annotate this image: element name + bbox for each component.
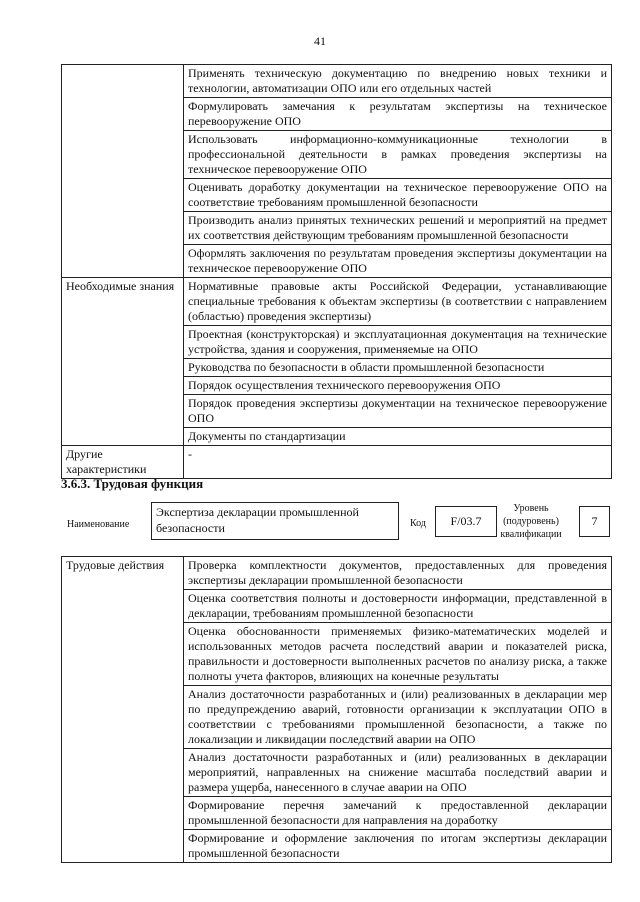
code-value: F/03.7 (450, 514, 482, 528)
row-label (62, 65, 184, 278)
row-item: - (184, 446, 612, 479)
function-name-box (151, 502, 399, 540)
table1-body (62, 65, 612, 479)
row-item: Порядок осуществления технического перевооружения ОПО (184, 377, 612, 395)
section-title: 3.6.3. Трудовая функция (61, 476, 204, 491)
table2-body (62, 557, 612, 863)
function-header (61, 500, 612, 542)
row-item: Руководства по безопасности в области промышленной безопасности (184, 359, 612, 377)
level-value: 7 (591, 514, 598, 528)
row-item: Проектная (конструкторская) и эксплуатационная документация на технические устройства, здания и сооружения, применяемые на ОПО (184, 326, 612, 359)
labor-actions-table (61, 556, 612, 863)
row-item: Формирование и оформление заключения по итогам экспертизы декларации промышленной безопасности (184, 830, 612, 863)
row-item: Применять техническую документацию по внедрению новых техники и технологии, автоматизации ОПО или его отдельных частей (184, 65, 612, 98)
table-row (62, 446, 612, 479)
table-row (62, 557, 612, 590)
row-item: Документы по стандартизации (184, 428, 612, 446)
code-label: Код (410, 518, 426, 529)
row-label: Другие характеристики (62, 446, 184, 479)
row-item: Производить анализ принятых технических решений и мероприятий на предмет их соответствия действующим требованиям промышленной безопасности (184, 212, 612, 245)
row-item: Оформлять заключения по результатам проведения экспертизы документации на техническое перевооружение ОПО (184, 245, 612, 278)
row-item: Оценка обоснованности применяемых физико-математических моделей и использованных методов расчета последствий аварии и показателей риска, правильности и достоверности выполненных расчетов по анализу риска, а также полноты учета факторов, влияющих на конечные результаты (184, 623, 612, 686)
name-label: Наименование (67, 519, 130, 530)
skills-knowledge-table (61, 64, 612, 479)
row-item: Формирование перечня замечаний к предоставленной декларации промышленной безопасности для направления на доработку (184, 797, 612, 830)
row-item: Порядок проведения экспертизы документации на техническое перевооружение ОПО (184, 395, 612, 428)
table-row (62, 65, 612, 98)
page-number: 41 (314, 34, 326, 48)
row-item: Оценка соответствия полноты и достоверности информации, представленной в декларации, требованиям промышленной безопасности (184, 590, 612, 623)
function-name-value: Экспертиза декларации промышленной безопасности (156, 505, 359, 535)
row-label: Трудовые действия (62, 557, 184, 863)
table-row (62, 278, 612, 326)
row-item: Оценивать доработку документации на техническое перевооружение ОПО на соответствие требованиям промышленной безопасности (184, 179, 612, 212)
level-box (579, 506, 610, 537)
row-item: Формулировать замечания к результатам экспертизы на техническое перевооружение ОПО (184, 98, 612, 131)
row-item: Использовать информационно-коммуникационные технологии в профессиональной деятельности в рамках проведения экспертизы на техническое перевооружение ОПО (184, 131, 612, 179)
row-item: Анализ достаточности разработанных и (или) реализованных в декларации мер по предупреждению аварий, готовности организации к эксплуатации ОПО в соответствии с требованиями промышленной безопасности, а также по локализации и ликвидации последствий аварии на ОПО (184, 686, 612, 749)
level-label: Уровень (подуровень) квалификации (500, 503, 562, 540)
code-box (435, 506, 497, 537)
row-label: Необходимые знания (62, 278, 184, 446)
row-item: Проверка комплектности документов, предоставленных для проведения экспертизы декларации промышленной безопасности (184, 557, 612, 590)
row-item: Анализ достаточности разработанных и (или) реализованных в декларации мероприятий, направленных на снижение масштаба последствий аварии и размера ущерба, нанесенного в случае аварии на ОПО (184, 749, 612, 797)
row-item: Нормативные правовые акты Российской Федерации, устанавливающие специальные требования к объектам экспертизы (в соответствии с направлением (областью) проведения экспертизы) (184, 278, 612, 326)
